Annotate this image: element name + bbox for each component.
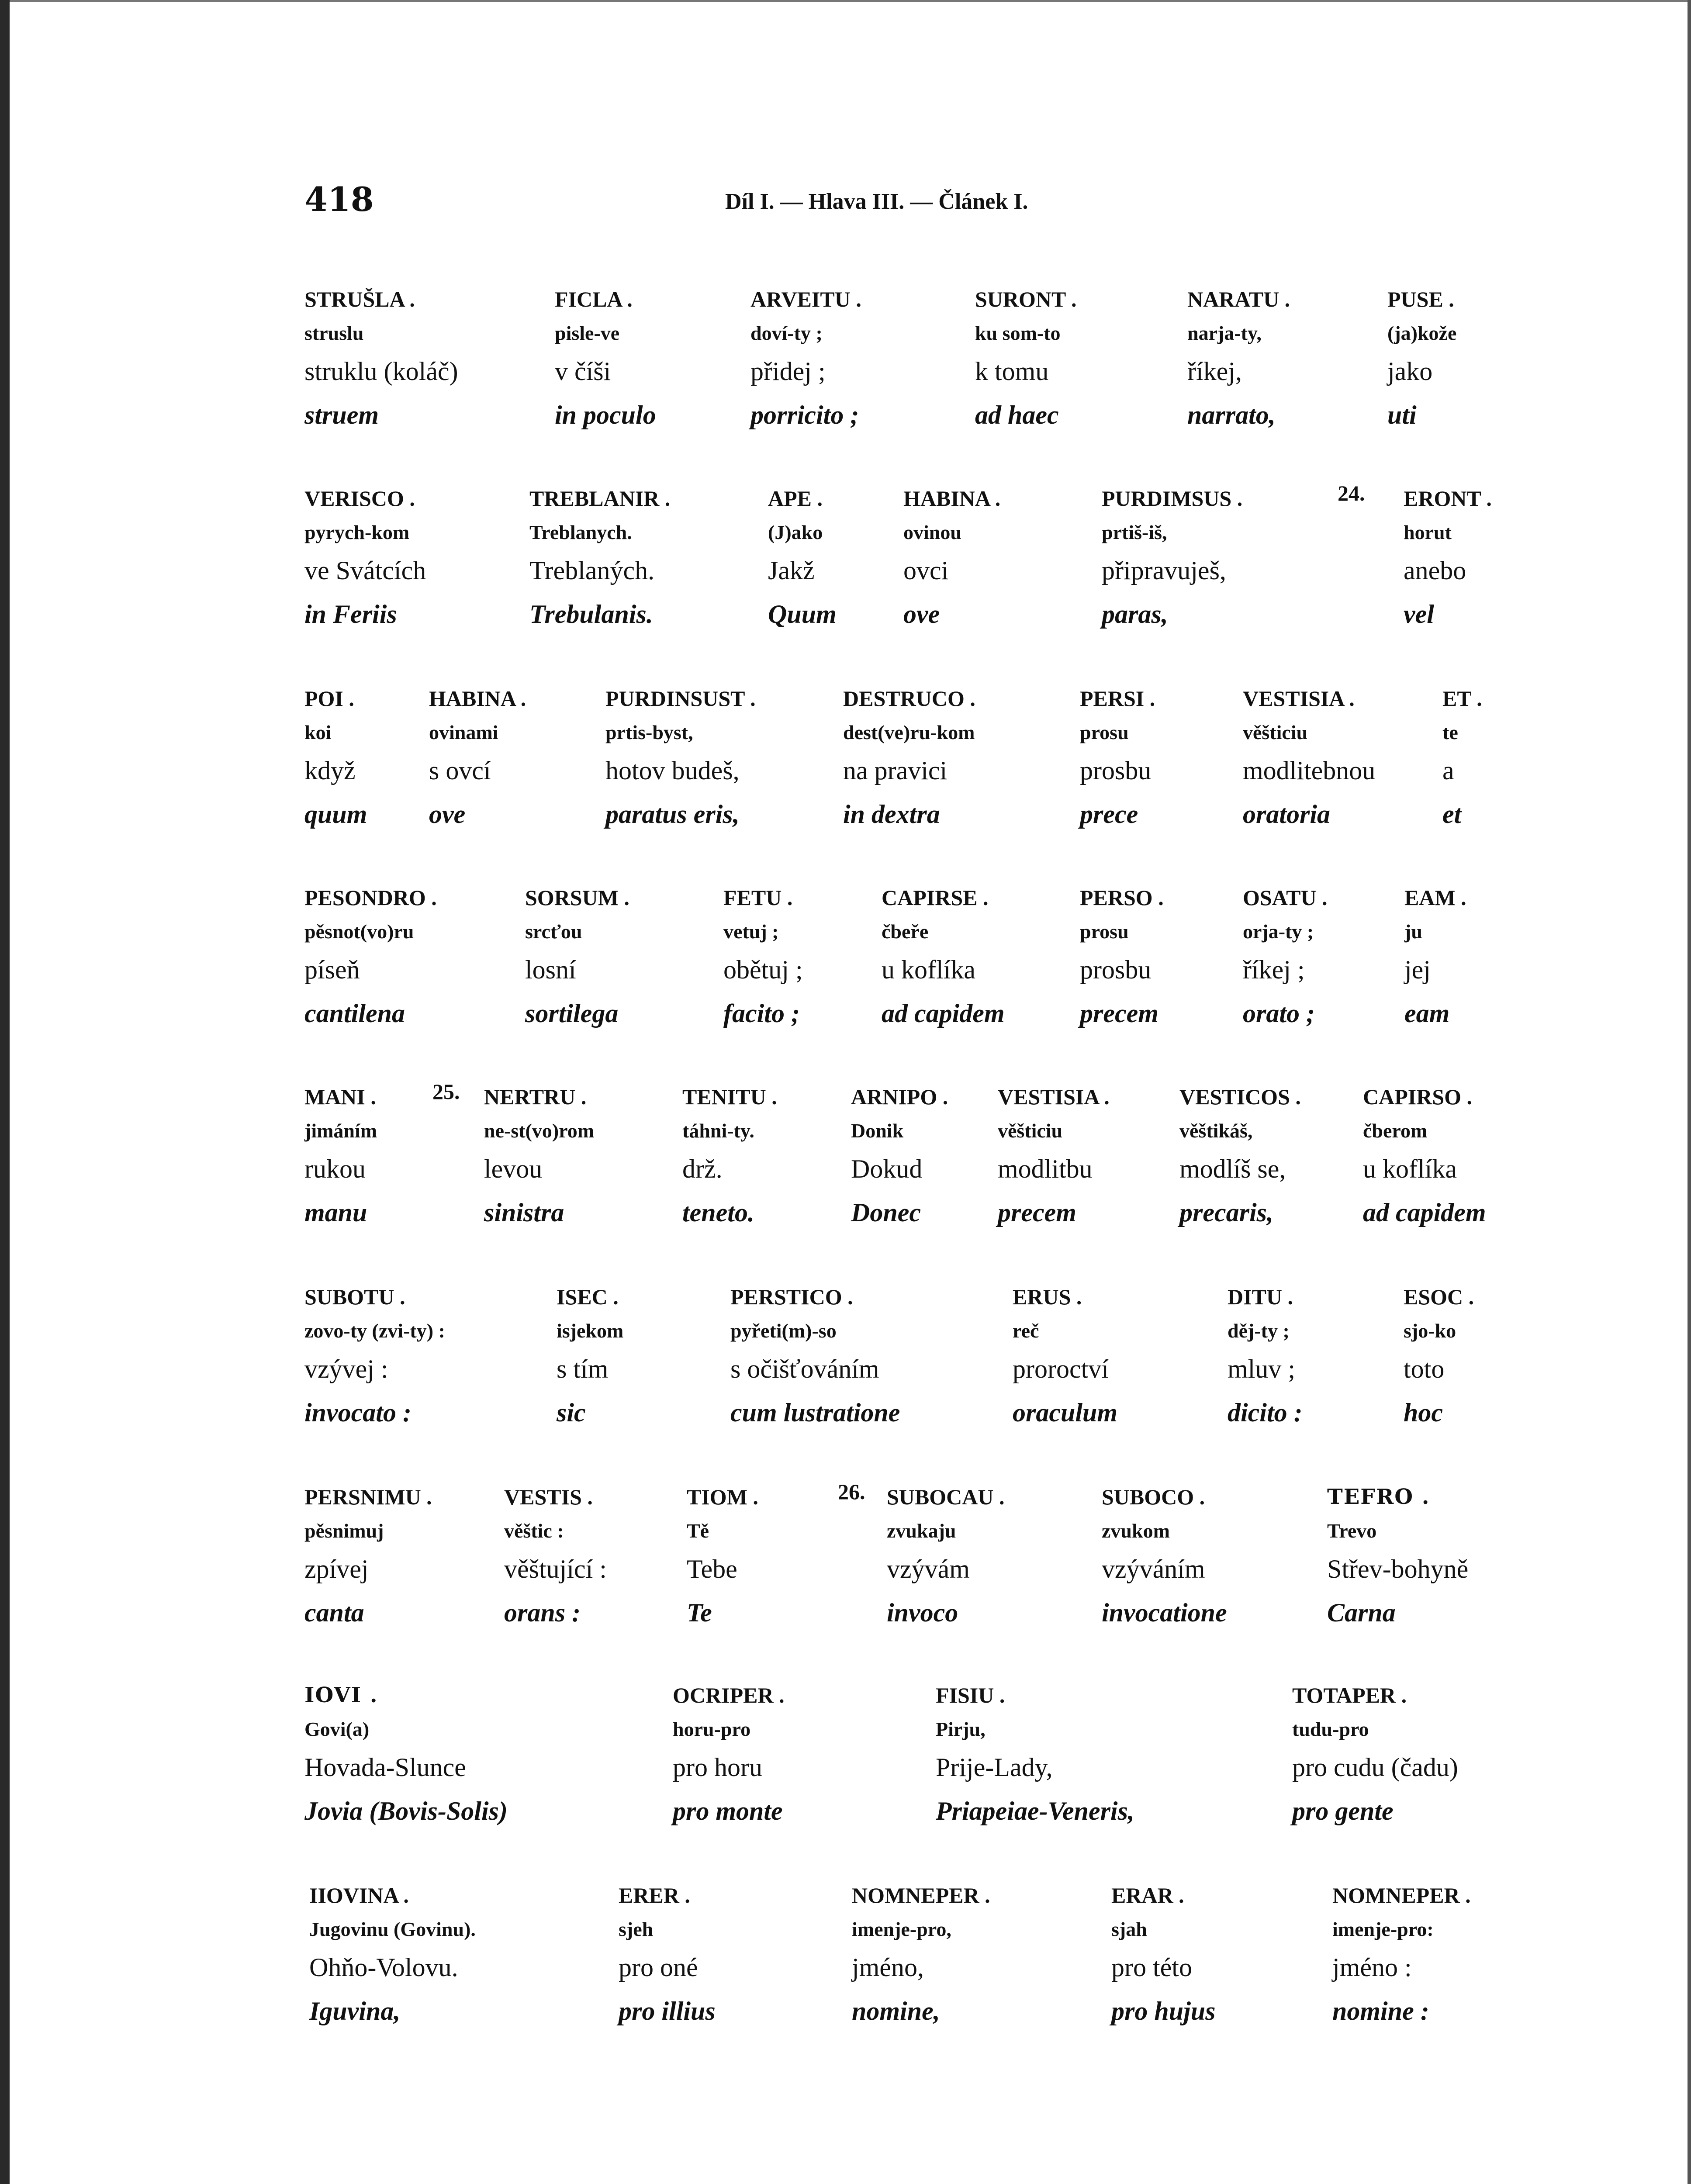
czech-translation: Střev-bohyně — [1327, 1555, 1469, 1583]
latin-translation: facito ; — [723, 999, 800, 1028]
transliteration: sjo-ko — [1404, 1320, 1456, 1342]
text-block-9 — [0, 1877, 1691, 2052]
running-title: Díl I. — Hlava III. — Článek I. — [725, 189, 1028, 214]
umbrian-word: EAM . — [1404, 885, 1466, 910]
transliteration: te — [1442, 721, 1458, 743]
word-entry — [304, 1677, 508, 1833]
umbrian-word: ERUS . — [1013, 1285, 1082, 1309]
latin-translation: ove — [429, 800, 466, 829]
umbrian-word: PERSTICO . — [730, 1285, 853, 1309]
czech-translation: Jakž — [768, 556, 815, 585]
text-block-3 — [0, 681, 1691, 855]
latin-translation: orans : — [504, 1598, 581, 1627]
transliteration: narja-ty, — [1187, 322, 1262, 344]
word-entry — [1187, 281, 1290, 437]
umbrian-word: HABINA . — [903, 486, 1001, 511]
transliteration: prosu — [1080, 920, 1129, 943]
verse-number: 25. — [432, 1079, 460, 1104]
latin-translation: Priapeiae-Veneris, — [936, 1797, 1134, 1825]
transliteration: zvukom — [1102, 1520, 1170, 1542]
czech-translation: s tím — [557, 1355, 609, 1383]
czech-translation: ve Svátcích — [304, 556, 426, 585]
transliteration: horu-pro — [673, 1718, 751, 1740]
latin-translation: oraculum — [1013, 1398, 1118, 1427]
umbrian-word: ERAR . — [1111, 1883, 1184, 1908]
latin-translation: Donec — [851, 1198, 921, 1227]
word-entry — [851, 1079, 948, 1234]
czech-translation: pro horu — [673, 1753, 762, 1782]
czech-translation: pro oné — [619, 1953, 698, 1982]
umbrian-word: IIOVINA . — [309, 1883, 409, 1908]
transliteration: ovinou — [903, 521, 961, 543]
latin-translation: ad capidem — [1363, 1198, 1486, 1227]
transliteration: prtis-byst, — [605, 721, 693, 743]
latin-translation: quum — [304, 800, 367, 829]
umbrian-word: HABINA . — [429, 686, 526, 711]
czech-translation: vzývej : — [304, 1355, 388, 1383]
latin-translation: Carna — [1327, 1598, 1396, 1627]
umbrian-word: TIOM . — [687, 1485, 758, 1509]
umbrian-word: ERONT . — [1404, 486, 1492, 511]
transliteration: ju — [1404, 920, 1422, 943]
czech-translation: věštující : — [504, 1555, 607, 1583]
czech-translation: mluv ; — [1228, 1355, 1296, 1383]
czech-translation: jméno : — [1332, 1953, 1412, 1982]
word-entry — [903, 480, 1000, 636]
transliteration: horut — [1404, 521, 1452, 543]
umbrian-word: ERER . — [619, 1883, 690, 1908]
word-entry — [1111, 1877, 1215, 2033]
word-entry — [557, 1279, 623, 1434]
word-entry — [529, 480, 670, 636]
czech-translation: struklu (koláč) — [304, 357, 458, 386]
scan-edge-top — [0, 0, 1691, 2]
latin-translation: prece — [1080, 800, 1138, 829]
word-entry — [1013, 1279, 1117, 1434]
czech-translation: říkej, — [1187, 357, 1242, 386]
transliteration: struslu — [304, 322, 364, 344]
latin-translation: manu — [304, 1198, 367, 1227]
text-block-4 — [0, 880, 1691, 1054]
czech-translation: modlitebnou — [1243, 756, 1376, 785]
text-block-7 — [0, 1479, 1691, 1654]
latin-translation: Iguvina, — [309, 1997, 401, 2025]
word-entry — [1292, 1677, 1458, 1833]
verse-number: 24. — [1338, 481, 1365, 505]
czech-translation: Treblaných. — [529, 556, 655, 585]
latin-translation: ad capidem — [882, 999, 1005, 1028]
czech-translation: toto — [1404, 1355, 1445, 1383]
word-entry — [1363, 1079, 1486, 1234]
transliteration: Govi(a) — [304, 1718, 370, 1740]
latin-translation: teneto. — [682, 1198, 754, 1227]
word-entry — [304, 281, 458, 437]
umbrian-word: PERSO . — [1080, 885, 1164, 910]
czech-translation: zpívej — [304, 1555, 369, 1583]
latin-translation: in Feriis — [304, 600, 397, 629]
transliteration: srcťou — [525, 920, 582, 943]
czech-translation: a — [1442, 756, 1454, 785]
umbrian-word: PURDIMSUS . — [1102, 486, 1243, 511]
transliteration: (J)ako — [768, 521, 823, 543]
czech-translation: losní — [525, 955, 576, 984]
umbrian-word: FISIU . — [936, 1683, 1005, 1707]
umbrian-word: SUBOCO . — [1102, 1485, 1205, 1509]
umbrian-word: POI . — [304, 686, 354, 711]
word-entry — [555, 281, 656, 437]
latin-translation: ad haec — [975, 401, 1059, 429]
latin-translation: ove — [903, 600, 940, 629]
czech-translation: v číši — [555, 357, 611, 386]
umbrian-word: PUSE . — [1387, 287, 1454, 311]
transliteration: Treblanych. — [529, 521, 632, 543]
word-entry — [1179, 1079, 1301, 1234]
latin-translation: pro illius — [619, 1997, 716, 2025]
word-entry — [1442, 681, 1482, 836]
czech-translation: k tomu — [975, 357, 1049, 386]
latin-translation: Te — [687, 1598, 712, 1627]
transliteration: ne-st(vo)rom — [484, 1120, 595, 1142]
umbrian-word: VESTIS . — [504, 1485, 593, 1509]
czech-translation: u koflíka — [882, 955, 975, 984]
word-entry — [687, 1479, 758, 1635]
latin-translation: in dextra — [843, 800, 940, 829]
czech-translation: modlíš se, — [1179, 1154, 1286, 1183]
czech-translation: Ohňo-Volovu. — [309, 1953, 458, 1982]
latin-translation: cum lustratione — [730, 1398, 900, 1427]
word-entry — [504, 1479, 607, 1635]
latin-translation: pro hujus — [1111, 1997, 1216, 2025]
latin-translation: oratoria — [1243, 800, 1331, 829]
word-entry — [843, 681, 975, 836]
latin-translation: nomine : — [1332, 1997, 1429, 2025]
umbrian-word: ARNIPO . — [851, 1085, 948, 1109]
latin-translation: orato ; — [1243, 999, 1315, 1028]
transliteration: reč — [1013, 1320, 1039, 1342]
latin-translation: pro monte — [673, 1797, 783, 1825]
word-entry — [1243, 880, 1328, 1035]
umbrian-word: TREBLANIR . — [529, 486, 671, 511]
latin-translation: in poculo — [555, 401, 656, 429]
word-entry — [882, 880, 1005, 1035]
word-entry — [1387, 281, 1456, 437]
latin-translation: canta — [304, 1598, 364, 1627]
transliteration: věšticiu — [998, 1120, 1063, 1142]
transliteration: děj-ty ; — [1228, 1320, 1290, 1342]
umbrian-word: SUBOCAU . — [887, 1485, 1005, 1509]
transliteration: isjekom — [557, 1320, 624, 1342]
czech-translation: přidej ; — [750, 357, 826, 386]
czech-translation: Prije-Lady, — [936, 1753, 1053, 1782]
latin-translation: precaris, — [1179, 1198, 1273, 1227]
czech-translation: rukou — [304, 1154, 366, 1183]
transliteration: sjeh — [619, 1918, 654, 1940]
latin-translation: eam — [1404, 999, 1450, 1028]
czech-translation: když — [304, 756, 356, 785]
umbrian-word: OCRIPER . — [673, 1683, 785, 1707]
transliteration: prtiš-iš, — [1102, 521, 1167, 543]
latin-translation: et — [1442, 800, 1462, 829]
czech-translation: proroctví — [1013, 1355, 1109, 1383]
umbrian-word: SORSUM . — [525, 885, 629, 910]
transliteration: pisle-ve — [555, 322, 620, 344]
word-entry — [1228, 1279, 1303, 1434]
text-block-1 — [0, 281, 1691, 456]
word-entry — [484, 1079, 594, 1234]
latin-translation: precem — [1080, 999, 1158, 1028]
word-entry — [1243, 681, 1375, 836]
word-entry — [730, 1279, 900, 1434]
umbrian-word: VERISCO . — [304, 486, 415, 511]
transliteration: dest(ve)ru-kom — [843, 721, 975, 743]
czech-translation: s očišťováním — [730, 1355, 879, 1383]
czech-translation: levou — [484, 1154, 543, 1183]
latin-translation: nomine, — [852, 1997, 940, 2025]
czech-translation: pro této — [1111, 1953, 1192, 1982]
word-entry — [852, 1877, 990, 2033]
czech-translation: u koflíka — [1363, 1154, 1457, 1183]
umbrian-word: DESTRUCO . — [843, 686, 975, 711]
transliteration: Trevo — [1327, 1520, 1377, 1542]
page-number: 418 — [304, 180, 374, 219]
umbrian-word: VESTISIA . — [1243, 686, 1355, 711]
latin-translation: narrato, — [1187, 401, 1276, 429]
czech-translation: s ovcí — [429, 756, 491, 785]
umbrian-word: IOVI . — [304, 1683, 378, 1707]
word-entry — [682, 1079, 777, 1234]
czech-translation: říkej ; — [1243, 955, 1305, 984]
page-header — [0, 180, 1691, 228]
czech-translation: vzýváním — [1102, 1555, 1205, 1583]
word-entry — [304, 1279, 445, 1434]
transliteration: čbeře — [882, 920, 929, 943]
czech-translation: drž. — [682, 1154, 723, 1183]
word-entry — [1332, 1877, 1471, 2033]
transliteration: sjah — [1111, 1918, 1147, 1940]
word-entry — [304, 880, 437, 1035]
transliteration: Donik — [851, 1120, 904, 1142]
transliteration: imenje-pro, — [852, 1918, 951, 1940]
latin-translation: precem — [998, 1198, 1076, 1227]
text-block-2 — [0, 480, 1691, 655]
latin-translation: porricito ; — [750, 401, 859, 429]
transliteration: čberom — [1363, 1120, 1428, 1142]
word-entry — [1404, 880, 1466, 1035]
latin-translation: sinistra — [484, 1198, 564, 1227]
czech-translation: Hovada-Slunce — [304, 1753, 466, 1782]
czech-translation: ovci — [903, 556, 949, 585]
czech-translation: na pravici — [843, 756, 948, 785]
umbrian-word: TOTAPER . — [1292, 1683, 1407, 1707]
umbrian-word: ET . — [1442, 686, 1482, 711]
transliteration: prosu — [1080, 721, 1129, 743]
word-entry — [723, 880, 803, 1035]
umbrian-word: NARATU . — [1187, 287, 1290, 311]
transliteration: imenje-pro: — [1332, 1918, 1434, 1940]
czech-translation: pro cudu (čadu) — [1292, 1753, 1458, 1782]
latin-translation: dicito : — [1228, 1398, 1303, 1427]
word-entry — [304, 1079, 377, 1234]
latin-translation: sic — [557, 1398, 586, 1427]
transliteration: jimáním — [304, 1120, 377, 1142]
transliteration: doví-ty ; — [750, 322, 823, 344]
word-entry — [768, 480, 837, 636]
latin-translation: struem — [304, 401, 379, 429]
umbrian-word: NOMNEPER . — [1332, 1883, 1471, 1908]
czech-translation: Dokud — [851, 1154, 923, 1183]
czech-translation: jako — [1387, 357, 1433, 386]
word-entry — [1080, 681, 1155, 836]
latin-translation: uti — [1387, 401, 1417, 429]
czech-translation: obětuj ; — [723, 955, 803, 984]
umbrian-word: PERSNIMU . — [304, 1485, 432, 1509]
word-entry — [429, 681, 526, 836]
word-entry — [304, 480, 426, 636]
czech-translation: Tebe — [687, 1555, 737, 1583]
word-entry — [1404, 1279, 1474, 1434]
transliteration: pyřeti(m)-so — [730, 1320, 837, 1342]
word-entry — [1102, 1479, 1227, 1635]
text-block-5 — [0, 1079, 1691, 1254]
word-entry — [887, 1479, 1004, 1635]
umbrian-word: PURDINSUST . — [605, 686, 756, 711]
transliteration: věšticiu — [1243, 721, 1308, 743]
transliteration: věštikáš, — [1179, 1120, 1253, 1142]
transliteration: (ja)kože — [1387, 322, 1457, 344]
verse-number: 26. — [838, 1479, 865, 1504]
umbrian-word: SURONT . — [975, 287, 1077, 311]
word-entry — [936, 1677, 1134, 1833]
czech-translation: připravuješ, — [1102, 556, 1226, 585]
czech-translation: píseň — [304, 955, 360, 984]
transliteration: Pirju, — [936, 1718, 986, 1740]
transliteration: Tě — [687, 1520, 709, 1542]
umbrian-word: NOMNEPER . — [852, 1883, 990, 1908]
umbrian-word: CAPIRSE . — [882, 885, 989, 910]
word-entry — [998, 1079, 1110, 1234]
transliteration: Jugovinu (Govinu). — [309, 1918, 476, 1940]
transliteration: táhni-ty. — [682, 1120, 754, 1142]
word-entry — [1404, 480, 1492, 636]
umbrian-word: FETU . — [723, 885, 793, 910]
latin-translation: Jovia (Bovis-Solis) — [304, 1797, 508, 1825]
umbrian-word: NERTRU . — [484, 1085, 587, 1109]
word-entry — [1080, 880, 1164, 1035]
transliteration: koi — [304, 721, 332, 743]
umbrian-word: ARVEITU . — [750, 287, 861, 311]
transliteration: tudu-pro — [1292, 1718, 1369, 1740]
czech-translation: modlitbu — [998, 1154, 1093, 1183]
transliteration: zovo-ty (zvi-ty) : — [304, 1320, 445, 1342]
umbrian-word: VESTICOS . — [1179, 1085, 1301, 1109]
czech-translation: anebo — [1404, 556, 1466, 585]
umbrian-word: DITU . — [1228, 1285, 1293, 1309]
latin-translation: Quum — [768, 600, 837, 629]
latin-translation: vel — [1404, 600, 1434, 629]
word-entry — [605, 681, 756, 836]
latin-translation: sortilega — [525, 999, 619, 1028]
word-entry — [619, 1877, 716, 2033]
latin-translation: cantilena — [304, 999, 405, 1028]
latin-translation: hoc — [1404, 1398, 1443, 1427]
word-entry — [304, 681, 367, 836]
word-entry — [309, 1877, 476, 2033]
umbrian-word: APE . — [768, 486, 823, 511]
umbrian-word: SUBOTU . — [304, 1285, 405, 1309]
transliteration: vetuj ; — [723, 920, 779, 943]
transliteration: ku som-to — [975, 322, 1061, 344]
umbrian-word: TENITU . — [682, 1085, 777, 1109]
czech-translation: jej — [1404, 955, 1431, 984]
umbrian-word: PERSI . — [1080, 686, 1155, 711]
umbrian-word: TEFRO . — [1327, 1485, 1430, 1509]
czech-translation: prosbu — [1080, 955, 1152, 984]
umbrian-word: PESONDRO . — [304, 885, 437, 910]
word-entry — [1327, 1479, 1468, 1635]
latin-translation: pro gente — [1292, 1797, 1394, 1825]
czech-translation: hotov budeš, — [605, 756, 740, 785]
word-entry — [750, 281, 861, 437]
umbrian-word: FICLA . — [555, 287, 633, 311]
latin-translation: invoco — [887, 1598, 958, 1627]
transliteration: pyrych-kom — [304, 521, 410, 543]
transliteration: pěsnimuj — [304, 1520, 384, 1542]
czech-translation: prosbu — [1080, 756, 1152, 785]
latin-translation: paratus eris, — [605, 800, 740, 829]
latin-translation: paras, — [1102, 600, 1168, 629]
word-entry — [304, 1479, 432, 1635]
transliteration: ovinami — [429, 721, 498, 743]
umbrian-word: ESOC . — [1404, 1285, 1474, 1309]
latin-translation: Trebulanis. — [529, 600, 653, 629]
umbrian-word: STRUŠLA . — [304, 287, 415, 311]
umbrian-word: MANI . — [304, 1085, 376, 1109]
text-block-6 — [0, 1279, 1691, 1454]
word-entry — [1102, 480, 1242, 636]
transliteration: pěsnot(vo)ru — [304, 920, 414, 943]
umbrian-word: CAPIRSO . — [1363, 1085, 1473, 1109]
umbrian-word: VESTISIA . — [998, 1085, 1110, 1109]
text-block-8 — [0, 1677, 1691, 1852]
word-entry — [525, 880, 629, 1035]
word-entry — [975, 281, 1076, 437]
latin-translation: invocato : — [304, 1398, 412, 1427]
word-entry — [673, 1677, 785, 1833]
czech-translation: jméno, — [852, 1953, 924, 1982]
umbrian-word: ISEC . — [557, 1285, 619, 1309]
transliteration: věštic : — [504, 1520, 564, 1542]
transliteration: orja-ty ; — [1243, 920, 1314, 943]
transliteration: zvukaju — [887, 1520, 956, 1542]
latin-translation: invocatione — [1102, 1598, 1227, 1627]
umbrian-word: OSATU . — [1243, 885, 1328, 910]
czech-translation: vzývám — [887, 1555, 970, 1583]
